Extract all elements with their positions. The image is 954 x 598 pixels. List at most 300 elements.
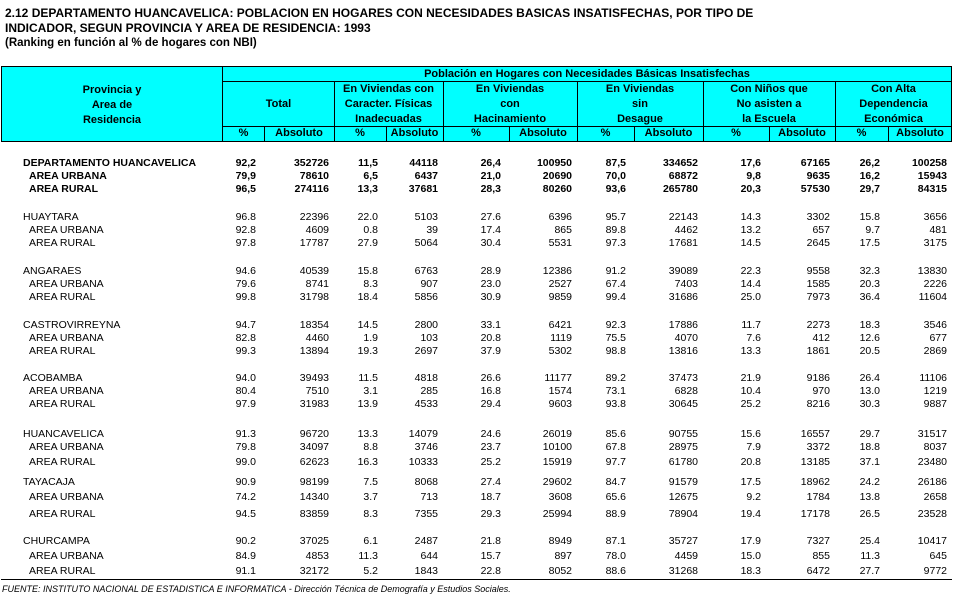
row-label: AREA URBANA (29, 332, 104, 344)
table-row (0, 385, 954, 398)
cell-absolute: 40539 (299, 265, 329, 277)
cell-percent: 91.3 (235, 428, 256, 440)
header-absoluto: Absoluto (390, 127, 439, 139)
cell-absolute: 7403 (674, 278, 698, 290)
header-province-label: Provincia y (82, 84, 142, 96)
cell-absolute: 6421 (548, 319, 572, 331)
row-label: AREA RURAL (29, 291, 96, 303)
cell-percent: 12.6 (859, 332, 880, 344)
header-absoluto: Absoluto (896, 127, 944, 139)
header-pct: % (600, 127, 611, 139)
header-group-label: Con Niños que (730, 83, 808, 95)
cell-absolute: 7510 (305, 385, 329, 397)
cell-absolute: 16557 (800, 428, 830, 440)
cell-absolute: 83859 (299, 508, 329, 520)
row-label: HUAYTARA (23, 211, 79, 223)
cell-percent: 23.7 (480, 441, 501, 453)
cell-absolute: 10333 (408, 456, 438, 468)
cell-absolute: 907 (420, 278, 438, 290)
cell-percent: 14.5 (357, 319, 378, 331)
cell-absolute: 39 (426, 224, 438, 236)
cell-absolute: 897 (554, 550, 572, 562)
cell-percent: 11,5 (358, 157, 378, 169)
cell-absolute: 2800 (414, 319, 438, 331)
cell-percent: 37.1 (859, 456, 880, 468)
cell-percent: 1.9 (363, 332, 378, 344)
cell-absolute: 9186 (806, 372, 830, 384)
cell-percent: 13.8 (859, 491, 880, 503)
cell-percent: 15.0 (740, 550, 761, 562)
header-group-label: la Escuela (742, 113, 796, 125)
cell-percent: 99.3 (235, 345, 256, 357)
cell-absolute: 34097 (299, 441, 329, 453)
cell-percent: 17.4 (480, 224, 501, 236)
cell-absolute: 15919 (542, 456, 572, 468)
cell-percent: 30.4 (480, 237, 501, 249)
cell-percent: 88.6 (605, 565, 626, 577)
cell-absolute: 57530 (800, 183, 830, 195)
cell-absolute: 12675 (668, 491, 698, 503)
cell-absolute: 2273 (806, 319, 830, 331)
cell-percent: 37.9 (480, 345, 501, 357)
header-province-label: Area de (91, 99, 133, 111)
cell-absolute: 31268 (668, 565, 698, 577)
cell-absolute: 4609 (305, 224, 329, 236)
cell-percent: 97.7 (605, 456, 626, 468)
cell-percent: 0.8 (363, 224, 378, 236)
header-group-label: Económica (864, 113, 923, 125)
cell-absolute: 9859 (548, 291, 572, 303)
header-absoluto: Absoluto (644, 127, 693, 139)
cell-absolute: 39493 (299, 372, 329, 384)
cell-percent: 19.3 (357, 345, 378, 357)
cell-absolute: 2527 (548, 278, 572, 290)
cell-absolute: 713 (420, 491, 438, 503)
cell-absolute: 5302 (548, 345, 572, 357)
cell-percent: 22.8 (480, 565, 501, 577)
cell-absolute: 6472 (806, 565, 830, 577)
cell-absolute: 7327 (806, 535, 830, 547)
cell-absolute: 31517 (917, 428, 947, 440)
cell-absolute: 1574 (548, 385, 572, 397)
cell-absolute: 7973 (806, 291, 830, 303)
cell-absolute: 5531 (548, 237, 572, 249)
header-absoluto: Absoluto (519, 127, 567, 139)
cell-percent: 9.2 (746, 491, 761, 503)
cell-percent: 89.2 (605, 372, 626, 384)
cell-percent: 11.5 (358, 372, 378, 384)
cell-percent: 87.1 (605, 535, 626, 547)
header-group-label: En Viviendas (605, 83, 675, 95)
cell-percent: 98.8 (605, 345, 626, 357)
cell-percent: 6,5 (363, 170, 378, 182)
header-group-label: Caracter. Físicas (344, 98, 433, 110)
cell-percent: 92.3 (605, 319, 626, 331)
cell-absolute: 9635 (806, 170, 830, 182)
row-label: AREA URBANA (29, 550, 104, 562)
cell-absolute: 6828 (674, 385, 698, 397)
table-row (0, 170, 954, 183)
cell-absolute: 8216 (806, 398, 830, 410)
cell-percent: 79.6 (235, 278, 256, 290)
cell-percent: 26.4 (859, 372, 880, 384)
cell-percent: 20.3 (859, 278, 880, 290)
cell-absolute: 2226 (923, 278, 947, 290)
table-row (0, 372, 954, 385)
cell-percent: 74.2 (235, 491, 256, 503)
cell-percent: 29,7 (859, 183, 880, 195)
row-label: HUANCAVELICA (23, 428, 104, 440)
cell-absolute: 37025 (299, 535, 329, 547)
cell-percent: 15.7 (480, 550, 501, 562)
cell-percent: 24.2 (859, 476, 880, 488)
cell-absolute: 31983 (299, 398, 329, 410)
header-main-title: Población en Hogares con Necesidades Básicas Insatisfechas (424, 68, 750, 80)
cell-percent: 67.8 (605, 441, 626, 453)
cell-percent: 79.8 (235, 441, 256, 453)
table-row (0, 428, 954, 441)
cell-absolute: 4533 (414, 398, 438, 410)
cell-absolute: 2869 (923, 345, 947, 357)
table-row (0, 565, 954, 578)
cell-absolute: 18962 (800, 476, 830, 488)
cell-absolute: 3746 (414, 441, 438, 453)
cell-percent: 26,4 (480, 157, 501, 169)
source-footnote: FUENTE: INSTITUTO NACIONAL DE ESTADISTICA E INFORMATICA - Dirección Técnica de Demografía y Estudios Sociales. (2, 584, 511, 594)
table-row (0, 211, 954, 224)
cell-percent: 8.3 (363, 278, 378, 290)
table-row (0, 265, 954, 278)
cell-absolute: 20690 (542, 170, 572, 182)
row-label: AREA URBANA (29, 170, 107, 182)
cell-percent: 25.4 (859, 535, 880, 547)
cell-percent: 94.0 (235, 372, 256, 384)
cell-absolute: 1119 (550, 332, 572, 344)
cell-percent: 5.2 (363, 565, 378, 577)
cell-absolute: 285 (420, 385, 438, 397)
cell-percent: 89.8 (605, 224, 626, 236)
cell-absolute: 6437 (414, 170, 438, 182)
cell-percent: 18.4 (357, 291, 378, 303)
cell-percent: 90.2 (235, 535, 256, 547)
cell-percent: 18.3 (740, 565, 761, 577)
cell-percent: 27.9 (357, 237, 378, 249)
cell-absolute: 78610 (299, 170, 329, 182)
header-pct: % (471, 127, 481, 139)
cell-absolute: 68872 (668, 170, 698, 182)
cell-percent: 17,6 (740, 157, 761, 169)
cell-absolute: 4853 (305, 550, 329, 562)
cell-absolute: 17681 (668, 237, 698, 249)
cell-absolute: 13185 (800, 456, 830, 468)
cell-percent: 99.8 (235, 291, 256, 303)
cell-absolute: 15943 (917, 170, 947, 182)
cell-absolute: 17886 (668, 319, 698, 331)
cell-percent: 97.8 (235, 237, 256, 249)
cell-absolute: 3546 (923, 319, 947, 331)
cell-percent: 15.8 (357, 265, 378, 277)
cell-absolute: 100258 (911, 157, 947, 169)
header-group-label: Inadecuadas (355, 113, 422, 125)
row-label: AREA URBANA (29, 385, 104, 397)
table-row (0, 508, 954, 521)
cell-percent: 99.0 (235, 456, 256, 468)
table-row (0, 491, 954, 504)
cell-percent: 14.3 (740, 211, 761, 223)
table-header (1, 66, 952, 142)
cell-absolute: 29602 (542, 476, 572, 488)
cell-percent: 30.9 (480, 291, 501, 303)
cell-absolute: 865 (554, 224, 572, 236)
cell-percent: 8.8 (363, 441, 378, 453)
header-group-label: Con Alta (871, 83, 916, 95)
cell-percent: 82.8 (235, 332, 256, 344)
cell-percent: 94.6 (235, 265, 256, 277)
table-row (0, 398, 954, 411)
cell-absolute: 677 (929, 332, 947, 344)
cell-absolute: 13894 (299, 345, 329, 357)
cell-percent: 13,3 (357, 183, 378, 195)
cell-absolute: 17787 (299, 237, 329, 249)
cell-percent: 91.1 (235, 565, 256, 577)
cell-percent: 9.7 (865, 224, 880, 236)
cell-percent: 91.2 (605, 265, 626, 277)
cell-percent: 24.6 (480, 428, 501, 440)
row-label: CASTROVIRREYNA (23, 319, 121, 331)
cell-absolute: 4462 (674, 224, 698, 236)
cell-percent: 29.7 (859, 428, 880, 440)
cell-percent: 30.3 (859, 398, 880, 410)
cell-absolute: 1219 (923, 385, 947, 397)
cell-absolute: 62623 (299, 456, 329, 468)
cell-percent: 18.7 (480, 491, 501, 503)
cell-absolute: 970 (812, 385, 830, 397)
table-row (0, 332, 954, 345)
cell-absolute: 80260 (542, 183, 572, 195)
cell-percent: 96.8 (235, 211, 256, 223)
cell-percent: 93.8 (605, 398, 626, 410)
cell-percent: 20.8 (480, 332, 501, 344)
cell-absolute: 3608 (548, 491, 572, 503)
table-row (0, 441, 954, 454)
cell-absolute: 28975 (668, 441, 698, 453)
row-label: AREA RURAL (29, 565, 96, 577)
cell-percent: 20.8 (740, 456, 761, 468)
cell-percent: 88.9 (605, 508, 626, 520)
row-label: AREA URBANA (29, 224, 104, 236)
cell-absolute: 2697 (414, 345, 438, 357)
cell-absolute: 25994 (542, 508, 572, 520)
row-label: AREA RURAL (29, 456, 96, 468)
cell-absolute: 1861 (806, 345, 830, 357)
header-group-label: Dependencia (859, 98, 928, 110)
table-row (0, 476, 954, 489)
table-bottom-rule (1, 579, 952, 580)
cell-percent: 84.7 (605, 476, 626, 488)
cell-percent: 73.1 (605, 385, 626, 397)
cell-percent: 13.9 (357, 398, 378, 410)
header-group-label: En Viviendas con (343, 83, 434, 95)
cell-absolute: 1585 (806, 278, 830, 290)
cell-percent: 80.4 (235, 385, 256, 397)
header-group-label: En Viviendas (475, 83, 545, 95)
table-row (0, 157, 954, 170)
cell-percent: 15.8 (859, 211, 880, 223)
cell-percent: 19.4 (740, 508, 761, 520)
cell-absolute: 23528 (917, 508, 947, 520)
cell-absolute: 4459 (674, 550, 698, 562)
header-absoluto: Absoluto (778, 127, 826, 139)
cell-absolute: 98199 (299, 476, 329, 488)
cell-absolute: 644 (420, 550, 438, 562)
cell-percent: 7.9 (746, 441, 761, 453)
cell-absolute: 96720 (299, 428, 329, 440)
header-group-label: sin (632, 98, 648, 110)
cell-absolute: 67165 (800, 157, 830, 169)
cell-absolute: 32172 (299, 565, 329, 577)
cell-percent: 92.8 (235, 224, 256, 236)
cell-percent: 75.5 (605, 332, 626, 344)
cell-percent: 33.1 (480, 319, 501, 331)
cell-absolute: 9558 (806, 265, 830, 277)
title-line-3: (Ranking en función al % de hogares con NBI) (5, 37, 257, 49)
table-row (0, 183, 954, 196)
cell-percent: 92,2 (235, 157, 256, 169)
cell-absolute: 352726 (293, 157, 329, 169)
cell-absolute: 645 (929, 550, 947, 562)
table-title (5, 6, 753, 51)
cell-absolute: 3372 (806, 441, 830, 453)
cell-absolute: 2487 (414, 535, 438, 547)
cell-absolute: 481 (929, 224, 947, 236)
cell-absolute: 3302 (806, 211, 830, 223)
cell-percent: 9,8 (746, 170, 761, 182)
header-pct: % (731, 127, 741, 139)
cell-percent: 87,5 (605, 157, 626, 169)
cell-absolute: 78904 (668, 508, 698, 520)
cell-absolute: 265780 (662, 183, 698, 195)
cell-absolute: 37473 (668, 372, 698, 384)
cell-absolute: 9772 (923, 565, 947, 577)
table-row (0, 319, 954, 332)
cell-absolute: 5856 (414, 291, 438, 303)
cell-absolute: 10417 (917, 535, 947, 547)
cell-percent: 25.2 (480, 456, 501, 468)
cell-percent: 29.4 (480, 398, 501, 410)
cell-percent: 11.3 (860, 550, 880, 562)
header-group-label: Desague (617, 113, 663, 125)
header-province-label: Residencia (82, 114, 142, 126)
cell-percent: 25.0 (740, 291, 761, 303)
cell-percent: 67.4 (605, 278, 626, 290)
cell-percent: 36.4 (859, 291, 880, 303)
cell-percent: 28,3 (480, 183, 501, 195)
cell-absolute: 657 (812, 224, 830, 236)
cell-percent: 65.6 (605, 491, 626, 503)
cell-absolute: 8949 (548, 535, 572, 547)
row-label: DEPARTAMENTO HUANCAVELICA (23, 157, 197, 169)
cell-absolute: 31798 (299, 291, 329, 303)
cell-absolute: 37681 (408, 183, 438, 195)
cell-absolute: 26186 (917, 476, 947, 488)
cell-percent: 29.3 (480, 508, 501, 520)
cell-percent: 13.0 (859, 385, 880, 397)
cell-absolute: 22396 (299, 211, 329, 223)
cell-absolute: 11177 (544, 372, 572, 384)
cell-absolute: 61780 (668, 456, 698, 468)
cell-percent: 70,0 (605, 170, 626, 182)
cell-percent: 17.5 (859, 237, 880, 249)
cell-absolute: 11106 (919, 372, 947, 384)
cell-percent: 3.7 (363, 491, 378, 503)
cell-percent: 85.6 (605, 428, 626, 440)
cell-percent: 79,9 (235, 170, 256, 182)
cell-absolute: 3656 (923, 211, 947, 223)
cell-percent: 97.9 (235, 398, 256, 410)
table-row (0, 456, 954, 469)
cell-absolute: 412 (812, 332, 830, 344)
cell-absolute: 334652 (662, 157, 698, 169)
cell-percent: 7.6 (746, 332, 761, 344)
cell-percent: 20,3 (740, 183, 761, 195)
header-group-label: Total (265, 98, 292, 110)
row-label: CHURCAMPA (23, 535, 90, 547)
cell-percent: 27.7 (859, 565, 880, 577)
cell-absolute: 13830 (917, 265, 947, 277)
cell-absolute: 35727 (668, 535, 698, 547)
cell-absolute: 8741 (305, 278, 329, 290)
cell-absolute: 4818 (414, 372, 438, 384)
cell-percent: 32.3 (859, 265, 880, 277)
cell-percent: 17.9 (740, 535, 761, 547)
cell-percent: 16.8 (480, 385, 501, 397)
cell-absolute: 12386 (542, 265, 572, 277)
cell-percent: 97.3 (605, 237, 626, 249)
row-label: AREA URBANA (29, 491, 104, 503)
cell-absolute: 39089 (668, 265, 698, 277)
cell-absolute: 855 (812, 550, 830, 562)
cell-absolute: 8052 (548, 565, 572, 577)
cell-absolute: 11604 (918, 291, 947, 303)
header-pct: % (355, 127, 365, 139)
cell-absolute: 31686 (668, 291, 698, 303)
table-row (0, 291, 954, 304)
cell-percent: 27.6 (480, 211, 501, 223)
cell-absolute: 1784 (806, 491, 830, 503)
cell-percent: 22.0 (357, 211, 378, 223)
cell-absolute: 2658 (923, 491, 947, 503)
cell-absolute: 84315 (917, 183, 947, 195)
cell-absolute: 7355 (414, 508, 438, 520)
cell-absolute: 30645 (668, 398, 698, 410)
cell-absolute: 6763 (414, 265, 438, 277)
cell-absolute: 8037 (923, 441, 947, 453)
cell-percent: 21.9 (740, 372, 761, 384)
cell-percent: 13.3 (357, 428, 378, 440)
row-label: AREA RURAL (29, 183, 99, 195)
cell-absolute: 23480 (917, 456, 947, 468)
cell-percent: 21.8 (480, 535, 501, 547)
cell-percent: 93,6 (605, 183, 626, 195)
cell-absolute: 8068 (414, 476, 438, 488)
row-label: ACOBAMBA (23, 372, 83, 384)
row-label: AREA URBANA (29, 278, 104, 290)
cell-absolute: 103 (420, 332, 438, 344)
cell-absolute: 13816 (668, 345, 698, 357)
cell-percent: 26,2 (859, 157, 880, 169)
cell-percent: 6.1 (363, 535, 378, 547)
cell-percent: 11.3 (358, 550, 378, 562)
